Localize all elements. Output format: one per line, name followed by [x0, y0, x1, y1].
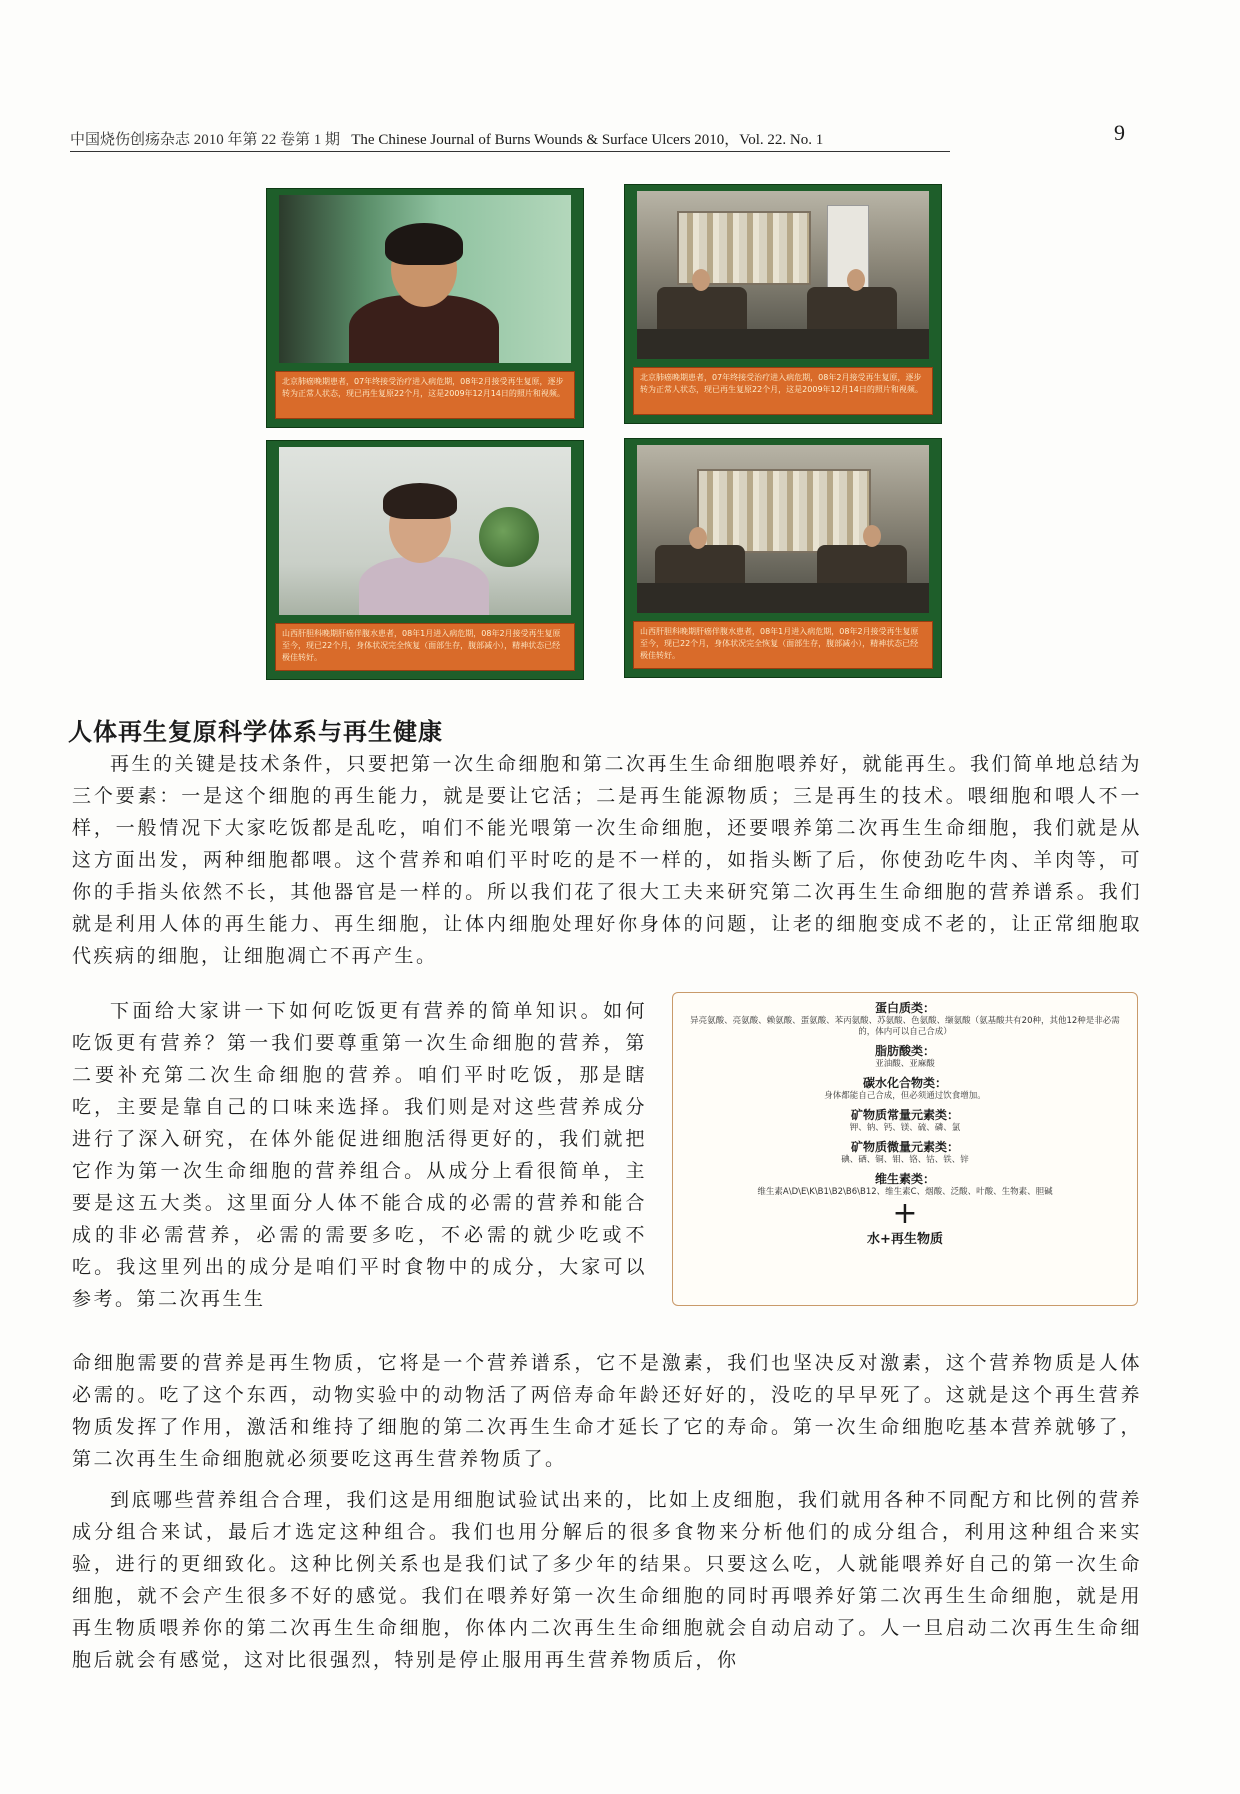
- vitamin-group: [673, 1172, 1137, 1198]
- section-title: 人体再生复原科学体系与再生健康: [68, 718, 443, 746]
- page-number: 9: [1114, 120, 1125, 145]
- paragraph-2-continued: 命细胞需要的营养是再生物质，它将是一个营养谱系，它不是激素，我们也坚决反对激素，这个营养物质是人体必需的。吃了这个东西，动物实验中的动物活了两倍寿命年龄还好好的，没吃的早早死了。这就是这个再生营养物质发挥了作用，激活和维持了细胞的第二次再生生命才延长了它的寿命。第一次生命细胞吃基本营养就够了，第二次再生生命细胞就必须要吃这再生营养物质了。: [72, 1352, 1142, 1470]
- patient-photo-2: [279, 447, 571, 615]
- protein-title: 蛋白质类：: [874, 1001, 935, 1015]
- meeting-photo-1: [637, 191, 929, 359]
- meeting-photo-2: [637, 445, 929, 613]
- trace-mineral-items: 碘、硒、铜、钼、铬、钴、铁、锌: [841, 1155, 969, 1165]
- paragraph-3: 到底哪些营养组合合理，我们这是用细胞试验试出来的，比如上皮细胞，我们就用各种不同配方和比例的营养成分组合来试，最后才选定这种组合。我们也用分解后的很多食物来分析他们的成分组合，利用这种组合来实验，进行的更细致化。这种比例关系也是我们试了多少年的结果。只要这么吃，人就能喂养好自己的第一次生命细胞，就不会产生很多不好的感觉。我们在喂养好第一次生命细胞的同时再喂养好第二次再生生命细胞，就是用再生物质喂养你的第二次再生生命细胞，你体内二次再生生命细胞就会自动启动了。人一旦启动二次再生生命细胞后就会有感觉，这对比很强烈，特别是停止服用再生营养物质后，你: [72, 1489, 1143, 1671]
- vitamin-items: 维生素A\D\E\K\B1\B2\B6\B12、维生素C、烟酸、泛酸、叶酸、生物素、胆碱: [757, 1187, 1053, 1197]
- photo-panel-3: [266, 440, 584, 680]
- macro-mineral-items: 钾、钠、钙、镁、硫、磷、氯: [849, 1123, 961, 1133]
- paragraph-1: 再生的关键是技术条件，只要把第一次生命细胞和第二次再生生命细胞喂养好，就能再生。我们简单地总结为三个要素：一是这个细胞的再生能力，就是要让它活；二是再生能源物质；三是再生的技术。喂细胞和喂人不一样，一般情况下大家吃饭都是乱吃，咱们不能光喂第一次生命细胞，还要喂养第二次再生生命细胞，我们就是从这方面出发，两种细胞都喂。这个营养和咱们平时吃的是不一样的，如指头断了后，你使劲吃牛肉、羊肉等，可你的手指头依然不长，其他器官是一样的。所以我们花了很大工夫来研究第二次再生生命细胞的营养谱系。我们就是利用人体的再生能力、再生细胞，让体内细胞处理好你身体的问题，让老的细胞变成不老的，让正常细胞取代疾病的细胞，让细胞凋亡不再产生。: [72, 753, 1143, 967]
- panel-caption-2: 北京肺癌晚期患者，07年终接受治疗进入病危期，08年2月接受再生复原，逐步转为正常人状态，现已再生复原22个月，这是2009年12月14日的照片和视频。: [633, 367, 933, 415]
- panel-caption-4: 山西肝胆科晚期肝癌伴腹水患者，08年1月进入病危期，08年2月接受再生复原至今，现已22个月，身体状况完全恢复（面部生存，腹部减小），精神状态已经极佳转好。: [633, 621, 933, 669]
- photo-panel-2: [624, 184, 942, 424]
- trace-mineral-group: [673, 1140, 1137, 1166]
- paragraph-2: 下面给大家讲一下如何吃饭更有营养的简单知识。如何吃饭更有营养？第一我们要尊重第一次生命细胞的营养，第二要补充第二次生命细胞的营养。咱们平时吃饭，那是瞎吃，主要是靠自己的口味来选择。我们则是对这些营养成分进行了深入研究，在体外能促进细胞活得更好的，我们就把它作为第一次生命细胞的营养组合。从成分上看很简单，主要是这五大类。这里面分人体不能合成的必需的营养和能合成的非必需营养，必需的需要多吃，不必需的就少吃或不吃。我这里列出的成分是咱们平时食物中的成分，大家可以参考。第二次再生生: [72, 1000, 647, 1310]
- macro-mineral-group: [673, 1108, 1137, 1134]
- protein-items: 异亮氨酸、亮氨酸、赖氨酸、蛋氨酸、苯丙氨酸、苏氨酸、色氨酸、缬氨酸（氨基酸共有20种，其他12种是非必需的，体内可以自己合成）: [690, 1016, 1120, 1037]
- journal-title-cn: 中国烧伤创疡杂志 2010 年第 22 卷第 1 期: [70, 132, 341, 148]
- fatty-acid-group: [673, 1044, 1137, 1070]
- trace-mineral-title: 矿物质微量元素类：: [850, 1140, 959, 1154]
- carbohydrate-title: 碳水化合物类：: [862, 1076, 947, 1090]
- macro-mineral-title: 矿物质常量元素类：: [850, 1108, 959, 1122]
- water-regeneration-label: 水+再生物质: [867, 1232, 943, 1247]
- photo-panel-4: [624, 438, 942, 678]
- panel-caption-3: 山西肝胆科晚期肝癌伴腹水患者，08年1月进入病危期，08年2月接受再生复原至今，现已22个月，身体状况完全恢复（面部生存，腹部减小），精神状态已经极佳转好。: [275, 623, 575, 671]
- carbohydrate-items: 身体都能自己合成，但必须通过饮食增加。: [824, 1091, 986, 1101]
- plus-sign: +: [892, 1196, 918, 1231]
- nutrient-list-box: [672, 992, 1138, 1306]
- journal-title-en: The Chinese Journal of Burns Wounds & Surface Ulcers 2010，Vol. 22. No. 1: [351, 132, 824, 148]
- patient-photo-1: [279, 195, 571, 363]
- running-header: [70, 128, 950, 152]
- protein-group: [673, 1001, 1137, 1038]
- panel-caption-1: 北京肺癌晚期患者，07年终接受治疗进入病危期，08年2月接受再生复原，逐步转为正常人状态，现已再生复原22个月，这是2009年12月14日的照片和视频。: [275, 371, 575, 419]
- vitamin-title: 维生素类：: [874, 1172, 935, 1186]
- photo-panel-1: [266, 188, 584, 428]
- carbohydrate-group: [673, 1076, 1137, 1102]
- fatty-acid-title: 脂肪酸类：: [874, 1044, 935, 1058]
- fatty-acid-items: 亚油酸、亚麻酸: [875, 1059, 935, 1069]
